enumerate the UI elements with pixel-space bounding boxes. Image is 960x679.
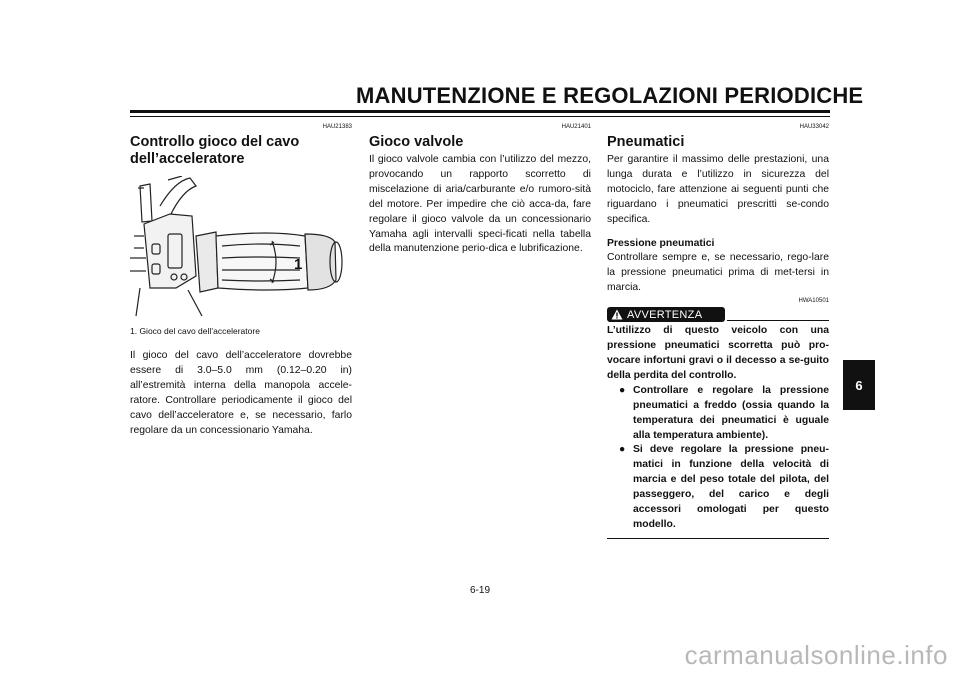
list-item	[619, 384, 829, 444]
warning-text: L’utilizzo di questo veicolo con una pressione pneumatici scorretta può pro-vocare infortuni gravi o il decesso a se-guito della perdita del controllo.	[607, 325, 829, 381]
warning-label: AVVERTENZA	[627, 308, 703, 321]
warning-code: HWA10501	[798, 298, 829, 305]
section-body: Il gioco valvole cambia con l’utilizzo del mezzo, provocando un rapporto scorretto di miscelazione di aria/carburante e/o rumoro-sità del motore. Per impedire che ciò acca-da, fare regolare il gioco valvole da un concessionario Yamaha agli intervalli speci-ficati nella tabella della manutenzione perio-dica e lubrificazione.	[369, 154, 591, 255]
throttle-grip-illustration	[130, 176, 352, 316]
warning-triangle-icon	[611, 309, 623, 320]
watermark: carmanualsonline.info	[684, 640, 948, 670]
chapter-tab: 6	[843, 360, 875, 410]
warning-badge	[607, 307, 725, 322]
throttle-grip-drawing	[130, 176, 352, 316]
section-code: HAU33042	[799, 124, 829, 130]
figure-caption: 1. Gioco del cavo dell’acceleratore	[130, 326, 260, 336]
warning-content	[607, 324, 829, 539]
page-number: 6-19	[469, 585, 490, 596]
warning-bullet-list	[607, 384, 829, 533]
column-throttle-cable	[130, 122, 352, 438]
subsection-body: Controllare sempre e, se necessario, rego-lare la pressione pneumatici prima di met-tersi in marcia.	[607, 252, 829, 294]
bullet-icon: ●	[619, 384, 626, 396]
list-item	[619, 443, 829, 532]
section-code: HAU21401	[561, 124, 591, 130]
subsection-heading: Pressione pneumatici	[607, 237, 715, 249]
section-intro: Per garantire il massimo delle prestazioni, una lunga durata e l’utilizzo in sicurezza del motociclo, fare attenzione ai seguenti punti che riguardano i pneumatici prescritti se-condo specifica.	[607, 154, 829, 225]
column-tires	[607, 122, 829, 539]
column-valve-clearance	[369, 122, 591, 257]
bullet-text: Si deve regolare la pressione pneu-matici in funzione della velocità di marcia e del peso totale del pilota, del passeggero, del carico e degli accessori omologati per questo modello.	[633, 444, 829, 530]
figure-callout-number: 1	[294, 256, 303, 273]
warning-rule	[727, 320, 829, 321]
bullet-text: Controllare e regolare la pressione pneumatici a freddo (ossia quando la temperatura dei pneumatici è uguale alla temperatura ambiente).	[633, 384, 829, 441]
section-heading: Pneumatici	[607, 134, 685, 150]
section-code: HAU21383	[322, 124, 352, 130]
section-body: Il gioco del cavo dell’acceleratore dovrebbe essere di 3.0–5.0 mm (0.12–0.20 in) all’estremità interna della manopola accele-ratore. Controllare periodicamente il gioco del cavo dell’acceleratore e, se necessario, farlo regolare da un concessionario Yamaha.	[130, 350, 352, 436]
section-heading: Gioco valvole	[369, 134, 464, 150]
warning-bottom-rule	[607, 538, 829, 539]
header-rule-thick	[130, 110, 830, 113]
section-heading: Controllo gioco del cavo dell’acceleratore	[130, 134, 300, 167]
header-rule-thin	[130, 116, 830, 117]
page-header-title: MANUTENZIONE E REGOLAZIONI PERIODICHE	[356, 83, 864, 108]
bullet-icon: ●	[619, 444, 626, 456]
warning-header	[607, 298, 829, 320]
